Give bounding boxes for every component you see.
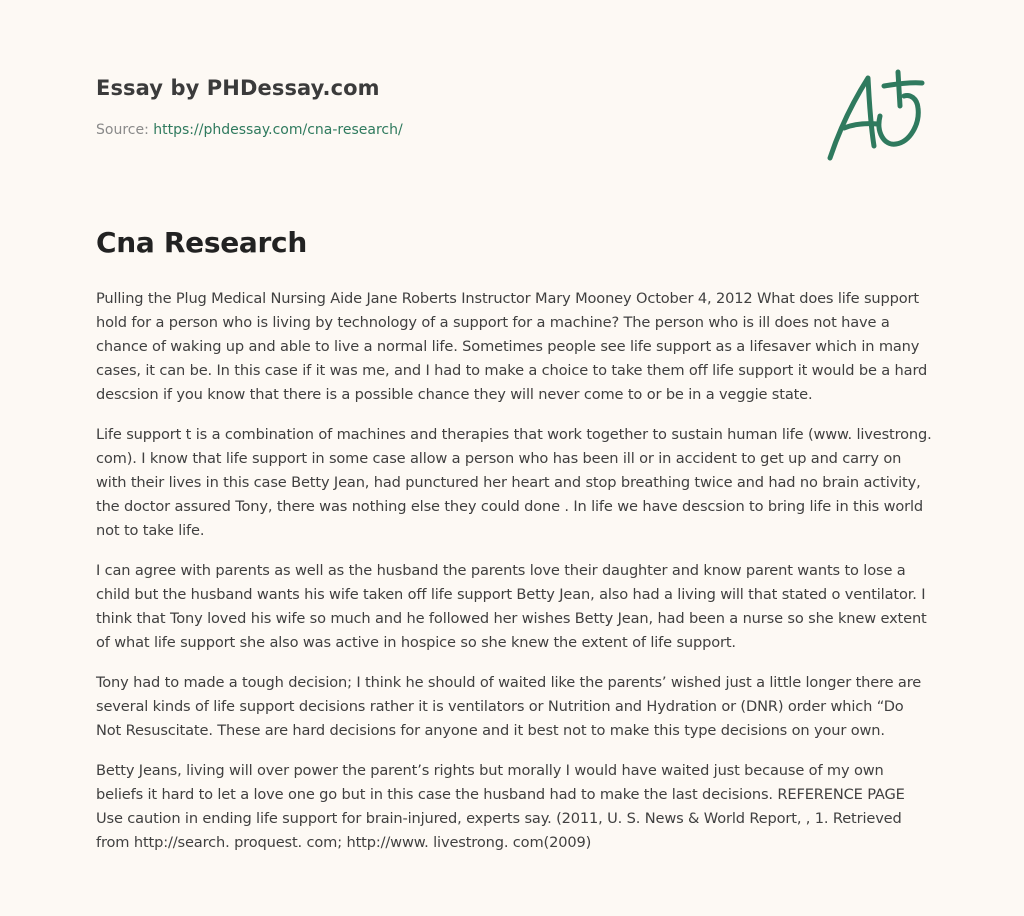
source-link[interactable]: https://phdessay.com/cna-research/ [153, 122, 403, 138]
article [96, 226, 932, 871]
site-title: Essay by PHDessay.com [96, 76, 380, 100]
article-paragraph: Life support t is a combination of machines and therapies that work together to sustain human life (www. livestrong. com). I know that life support in some case allow a person who has been ill or in accident to get up and carry on with their lives in this case Betty Jean, had punctured her heart and stop breathing twice and had no brain activity, the doctor assured Tony, there was nothing else they could done . In life we have descsion to bring life in this world not to take life. [96, 426, 932, 539]
article-paragraph: Betty Jeans, living will over power the parent’s rights but morally I would have waited just because of my own beliefs it hard to let a love one go but in this case the husband had to make the last decisions. REFERENCE PAGE Use caution in ending life support for brain-injured, experts say. (2011, U. S. News & World Report, , 1. Retrieved from http://search. proquest. com; http://www. livestrong. com(2009) [96, 762, 905, 851]
article-paragraph: Tony had to made a tough decision; I think he should of waited like the parents’ wished just a little longer there are several kinds of life support decisions rather it is ventilators or Nutrition and Hydration or (DNR) order which “Do Not Resuscitate. These are hard decisions for anyone and it best not to make this type decisions on your own. [96, 674, 922, 739]
a-plus-logo-icon [822, 66, 932, 166]
article-paragraph: I can agree with parents as well as the husband the parents love their daughter and know parent wants to lose a child but the husband wants his wife taken off life support Betty Jean, also had a living will that stated o ventilator. I think that Tony loved his wife so much and he followed her wishes Betty Jean, had been a nurse so she knew extent of what life support she also was active in hospice so she knew the extent of life support. [96, 562, 927, 651]
source-line [96, 122, 796, 138]
essay-header [96, 76, 796, 138]
article-paragraph: Pulling the Plug Medical Nursing Aide Jane Roberts Instructor Mary Mooney October 4, 2012 What does life support hold for a person who is living by technology of a support for a machine? The person who is ill does not have a chance of waking up and able to live a normal life. Sometimes people see life support as a lifesaver which in many cases, it can be. In this case if it was me, and I had to make a choice to take them off life support it would be a hard descsion if you know that there is a possible chance they will never come to or be in a veggie state. [96, 290, 928, 403]
source-label: Source: [96, 122, 149, 138]
article-title: Cna Research [96, 226, 307, 259]
